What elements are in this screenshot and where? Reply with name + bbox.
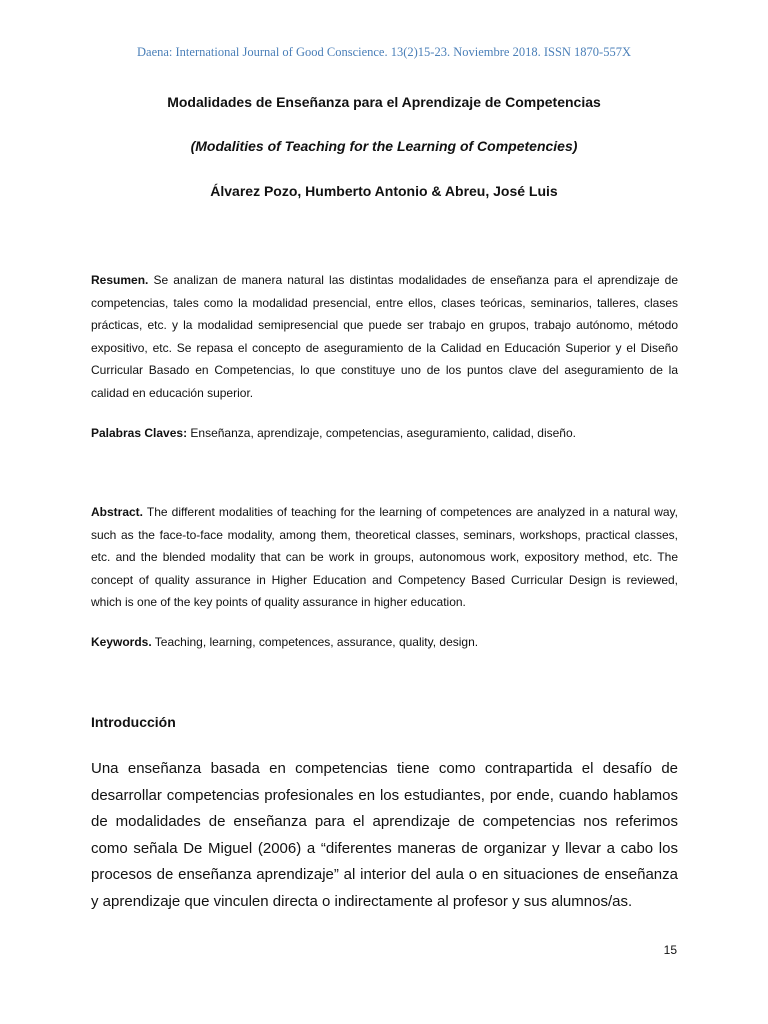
resumen-paragraph	[91, 269, 678, 405]
abstract-text: The different modalities of teaching for the learning of competences are analyzed in a natural way, such as the face-to-face modality, among them, theoretical classes, seminars, workshops, practical classes, etc. and the blended modality that can be work in groups, autonomous work, expository method, etc. The concept of quality assurance in Higher Education and Competency Based Curricular Design is reviewed, which is one of the key points of quality assurance in higher education.	[91, 505, 678, 610]
introduccion-paragraph: Una enseñanza basada en competencias tiene como contrapartida el desafío de desarrollar competencias profesionales en los estudiantes, por ende, cuando hablamos de modalidades de enseñanza para el aprendizaje de competencias nos referimos como señala De Miguel (2006) a “diferentes maneras de organizar y llevar a cabo los procesos de enseñanza aprendizaje” al interior del aula o en situaciones de enseñanza y aprendizaje que vinculen directa o indirectamente al profesor y sus alumnos/as.	[91, 760, 678, 910]
abstract-label: Abstract.	[91, 505, 144, 519]
abstract-paragraph	[91, 501, 678, 614]
resumen-label: Resumen.	[91, 273, 149, 287]
section-heading-introduccion: Introducción	[91, 714, 176, 730]
page-number: 15	[663, 943, 677, 957]
article-authors: Álvarez Pozo, Humberto Antonio & Abreu, José Luis	[210, 183, 558, 199]
palabras-claves-paragraph	[91, 422, 678, 445]
resumen-text: Se analizan de manera natural las distintas modalidades de enseñanza para el aprendizaje de competencias, tales como la modalidad presencial, entre ellos, clases teóricas, seminarios, talleres, clases prácticas, etc. y la modalidad semipresencial que puede ser trabajo en grupos, trabajo autónomo, método expositivo, etc. Se repasa el concepto de aseguramiento de la Calidad en Educación Superior y el Diseño Curricular Basado en Competencias, lo que constituye uno de los puntos clave del aseguramiento de la calidad en educación superior.	[91, 273, 678, 400]
article-title-english: (Modalities of Teaching for the Learning of Competencies)	[190, 138, 578, 154]
palabras-claves-label: Palabras Claves:	[91, 426, 188, 440]
palabras-claves-text: Enseñanza, aprendizaje, competencias, aseguramiento, calidad, diseño.	[187, 426, 576, 440]
journal-header: Daena: International Journal of Good Conscience. 13(2)15-23. Noviembre 2018. ISSN 1870-557X	[137, 45, 631, 59]
article-title: Modalidades de Enseñanza para el Aprendizaje de Competencias	[167, 94, 601, 110]
keywords-label: Keywords.	[91, 635, 152, 649]
keywords-text: Teaching, learning, competences, assurance, quality, design.	[151, 635, 479, 649]
keywords-paragraph	[91, 631, 678, 654]
